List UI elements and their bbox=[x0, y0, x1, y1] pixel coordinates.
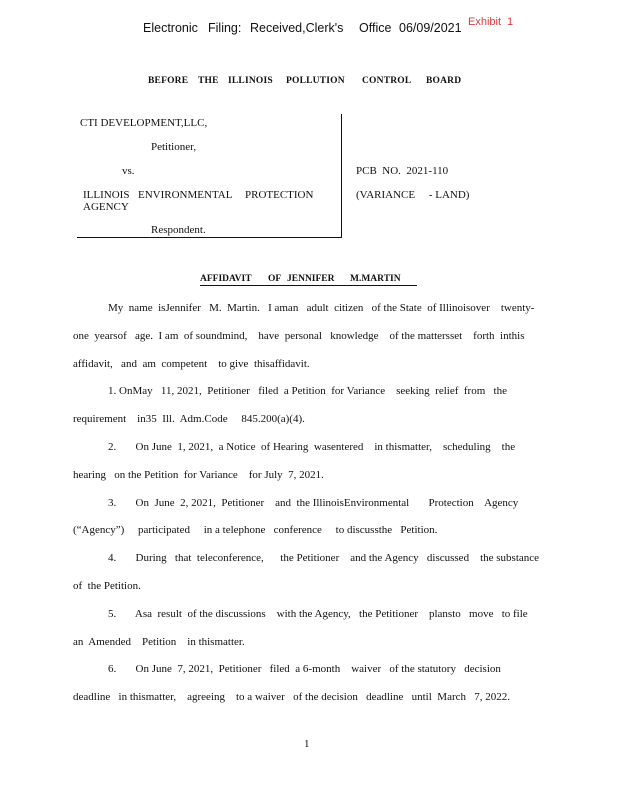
paragraph-intro-line: one yearsof age. I am of soundmind, have personal knowledge of the mattersset forth inthis bbox=[73, 330, 525, 342]
petitioner-role: Petitioner, bbox=[151, 141, 197, 153]
paragraph-intro-line: My name isJennifer M. Martin. I aman adult citizen of the State of Illinoisover twenty- bbox=[108, 302, 535, 314]
board-heading-word: BEFORE bbox=[148, 76, 189, 86]
respondent-name-agency: AGENCY bbox=[83, 201, 129, 213]
filing-label-electronic: Electronic bbox=[143, 21, 198, 35]
board-heading-word: BOARD bbox=[426, 76, 462, 86]
paragraph-3-line: 3. On June 2, 2021, Petitioner and the IllinoisEnvironmental Protection Agency bbox=[108, 497, 519, 509]
case-type: (VARIANCE - LAND) bbox=[356, 189, 470, 201]
board-heading-word: ILLINOIS bbox=[228, 76, 273, 86]
exhibit-stamp: Exhibit bbox=[468, 16, 502, 28]
paragraph-intro-line: affidavit, and am competent to give thisaffidavit. bbox=[73, 358, 310, 370]
petitioner-name: CTI DEVELOPMENT,LLC, bbox=[80, 117, 208, 129]
affidavit-title-word: JENNIFER bbox=[287, 274, 335, 284]
affidavit-title-word: M.MARTIN bbox=[350, 274, 401, 284]
paragraph-1-line: 1. OnMay 11, 2021, Petitioner filed a Petition for Variance seeking relief from the bbox=[108, 385, 507, 397]
paragraph-4-line: of the Petition. bbox=[73, 580, 141, 592]
affidavit-title-underline bbox=[200, 285, 417, 286]
respondent-name-3: PROTECTION bbox=[245, 189, 314, 201]
paragraph-4-line: 4. During that teleconference, the Petitioner and the Agency discussed the substance bbox=[108, 552, 540, 564]
filing-label-received: Received,Clerk's bbox=[250, 21, 344, 35]
page-number: 1 bbox=[304, 738, 310, 750]
paragraph-5-line: 5. Asa result of the discussions with the Agency, the Petitioner plansto move to file bbox=[108, 608, 528, 620]
paragraph-5-line: an Amended Petition in thismatter. bbox=[73, 636, 245, 648]
caption-vertical-rule bbox=[341, 114, 342, 238]
paragraph-2-line: hearing on the Petition for Variance for July 7, 2021. bbox=[73, 469, 324, 481]
paragraph-6-line: 6. On June 7, 2021, Petitioner filed a 6-month waiver of the statutory decision bbox=[108, 663, 501, 675]
paragraph-3-line: (“Agency”) participated in a telephone conference to discussthe Petition. bbox=[73, 524, 438, 536]
board-heading-word: POLLUTION bbox=[286, 76, 345, 86]
exhibit-number: 1 bbox=[507, 16, 514, 28]
filing-date: 06/09/2021 bbox=[399, 21, 462, 35]
pcb-number: PCB NO. 2021-110 bbox=[356, 165, 449, 177]
affidavit-title-word: AFFIDAVIT bbox=[200, 274, 252, 284]
respondent-name-2: ENVIRONMENTAL bbox=[138, 189, 233, 201]
versus-label: vs. bbox=[122, 165, 135, 177]
respondent-role: Respondent. bbox=[151, 224, 206, 236]
board-heading-word: THE bbox=[198, 76, 219, 86]
filing-label-filing: Filing: bbox=[208, 21, 242, 35]
filing-label-office: Office bbox=[359, 21, 392, 35]
paragraph-1-line: requirement in35 Ill. Adm.Code 845.200(a)(4). bbox=[73, 413, 305, 425]
respondent-name-1: ILLINOIS bbox=[83, 189, 130, 201]
affidavit-title-word: OF bbox=[268, 274, 282, 284]
paragraph-2-line: 2. On June 1, 2021, a Notice of Hearing wasentered in thismatter, scheduling the bbox=[108, 441, 516, 453]
board-heading-word: CONTROL bbox=[362, 76, 412, 86]
paragraph-6-line: deadline in thismatter, agreeing to a waiver of the decision deadline until March 7, 2022. bbox=[73, 691, 510, 703]
caption-bottom-rule bbox=[77, 237, 342, 238]
